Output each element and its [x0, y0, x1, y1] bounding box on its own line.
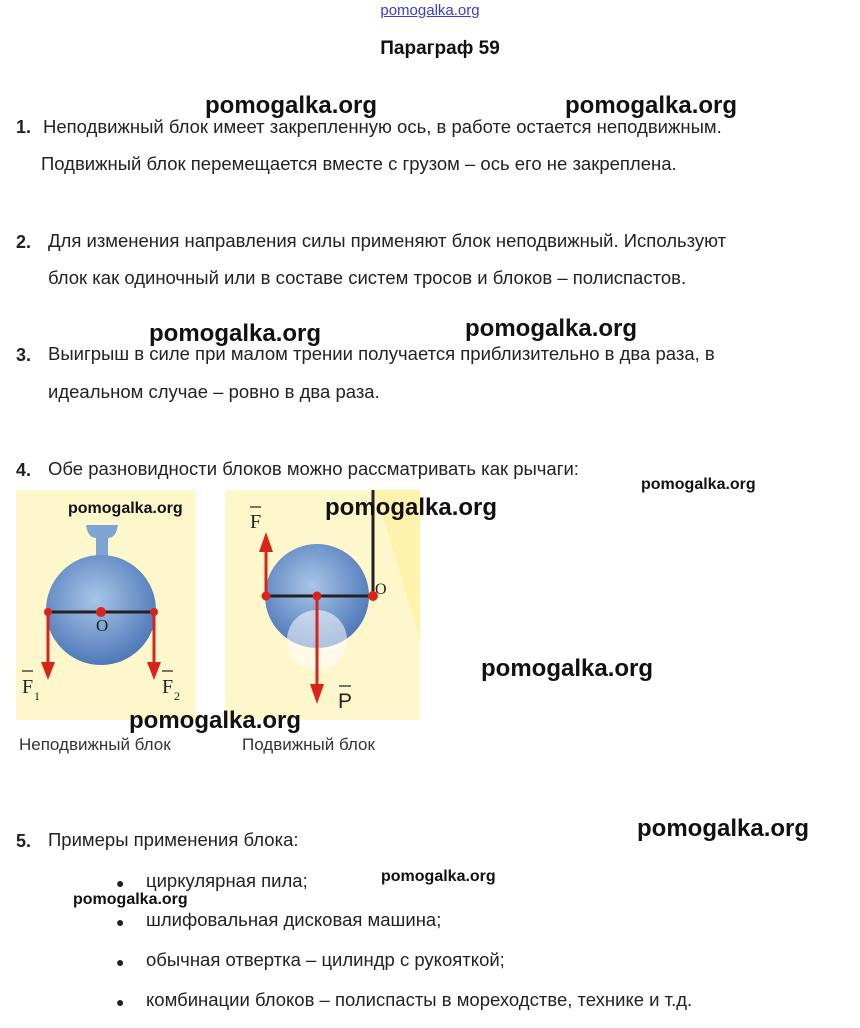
- watermark: pomogalka.org: [73, 891, 188, 908]
- bullet-icon: ●: [116, 994, 125, 1010]
- movable-block-diagram: [225, 490, 420, 720]
- fixed-block-diagram: [16, 490, 196, 720]
- point-left: [262, 592, 271, 601]
- item-text: идеальном случае – ровно в два раза.: [48, 381, 380, 402]
- bullet-icon: ●: [116, 954, 125, 970]
- point-right: [150, 608, 158, 616]
- force-f1-label: F: [22, 676, 34, 698]
- item-text: блок как одиночный или в составе систем тросов и блоков – полиспастов.: [48, 267, 687, 288]
- item-text: Неподвижный блок имеет закрепленную ось, в работе остается неподвижным.: [43, 116, 722, 137]
- item-number: 4.: [16, 460, 32, 480]
- item-number: 3.: [16, 345, 32, 365]
- item-text: Выигрыш в силе при малом трении получается приблизительно в два раза, в: [48, 343, 715, 364]
- item-number: 5.: [16, 831, 32, 851]
- item-text: Примеры применения блока:: [48, 829, 299, 850]
- watermark: pomogalka.org: [637, 815, 810, 842]
- item-text: Для изменения направления силы применяют блок неподвижный. Используют: [48, 230, 727, 251]
- list-item: обычная отвертка – цилиндр с рукояткой;: [146, 949, 505, 970]
- weight-label: P: [338, 690, 353, 713]
- list-item: комбинации блоков – полиспасты в мореходстве, технике и т.д.: [146, 989, 693, 1010]
- list-item: циркулярная пила;: [146, 870, 308, 891]
- axis-label: O: [375, 581, 387, 598]
- item-text: Обе разновидности блоков можно рассматривать как рычаги:: [48, 458, 579, 479]
- axis-label: O: [96, 616, 109, 635]
- watermark: pomogalka.org: [481, 655, 654, 682]
- movable-block-caption: Подвижный блок: [242, 735, 375, 754]
- watermark: pomogalka.org: [641, 476, 756, 493]
- watermark: pomogalka.org: [465, 315, 638, 342]
- watermark: pomogalka.org: [381, 868, 496, 885]
- bullet-icon: ●: [116, 914, 125, 930]
- site-link[interactable]: pomogalka.org: [380, 2, 480, 19]
- page-title: Параграф 59: [380, 38, 500, 59]
- item-number: 1.: [16, 117, 32, 137]
- watermark: pomogalka.org: [325, 494, 498, 521]
- point-left: [44, 608, 52, 616]
- force-f-label: F: [250, 511, 262, 533]
- watermark: pomogalka.org: [68, 500, 183, 517]
- watermark: pomogalka.org: [149, 320, 322, 347]
- force-f1-subscript: 1: [34, 689, 40, 703]
- list-item: шлифовальная дисковая машина;: [146, 909, 442, 930]
- watermark: pomogalka.org: [129, 707, 302, 734]
- watermark: pomogalka.org: [205, 92, 378, 119]
- watermark: pomogalka.org: [565, 92, 738, 119]
- fixed-block-caption: Неподвижный блок: [19, 735, 171, 754]
- point-center: [313, 592, 322, 601]
- item-text: Подвижный блок перемещается вместе с грузом – ось его не закреплена.: [41, 153, 677, 174]
- item-number: 2.: [16, 232, 32, 252]
- bullet-icon: ●: [116, 875, 125, 891]
- force-f2-subscript: 2: [174, 689, 180, 703]
- force-f2-label: F: [162, 676, 174, 698]
